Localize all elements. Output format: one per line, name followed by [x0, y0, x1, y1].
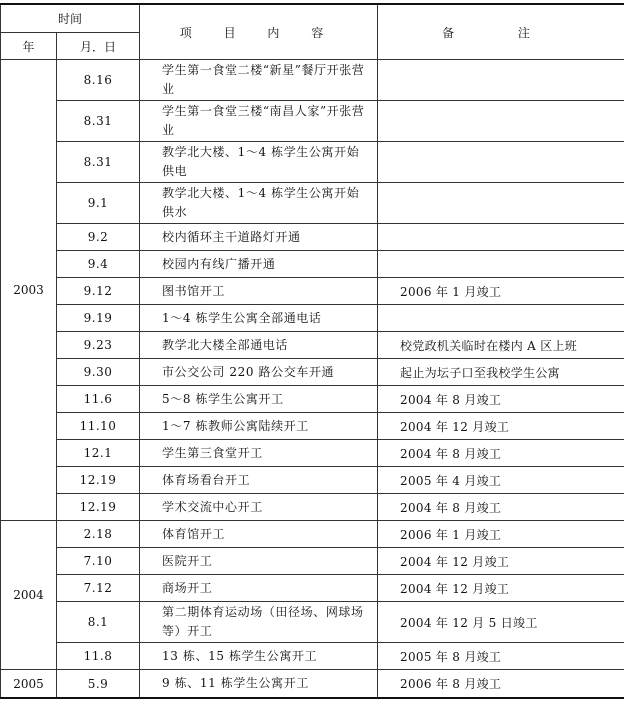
content-cell — [140, 548, 378, 575]
date-cell: 5.9 — [57, 670, 140, 699]
header-row-1 — [1, 4, 624, 33]
content-text: 学术交流中心开工 — [162, 499, 263, 514]
content-cell — [140, 467, 378, 494]
header-year: 年 — [1, 33, 57, 60]
date-cell: 9.1 — [57, 183, 140, 224]
content-text: 13 栋、15 栋学生公寓开工 — [162, 648, 318, 663]
date-cell: 12.1 — [57, 440, 140, 467]
table-row — [1, 467, 624, 494]
table-row — [1, 494, 624, 521]
date-cell: 9.19 — [57, 305, 140, 332]
content-text: 商场开工 — [162, 580, 213, 595]
table-row — [1, 575, 624, 602]
date-cell: 9.2 — [57, 224, 140, 251]
header-content: 项 目 内 容 — [140, 4, 378, 60]
note-cell — [378, 142, 624, 183]
note-cell — [378, 224, 624, 251]
content-cell — [140, 278, 378, 305]
content-cell — [140, 332, 378, 359]
content-text: 教学北大楼、1～4 栋学生公寓开始供电 — [162, 145, 360, 178]
date-cell: 9.23 — [57, 332, 140, 359]
table-row — [1, 60, 624, 101]
note-cell: 2004 年 8 月竣工 — [378, 386, 624, 413]
date-cell: 11.8 — [57, 643, 140, 670]
content-text: 教学北大楼全部通电话 — [162, 337, 289, 352]
note-cell — [378, 305, 624, 332]
table-row — [1, 332, 624, 359]
table-row — [1, 183, 624, 224]
note-cell — [378, 101, 624, 142]
note-cell — [378, 60, 624, 101]
content-cell — [140, 251, 378, 278]
content-cell — [140, 386, 378, 413]
table-row — [1, 386, 624, 413]
date-cell: 11.10 — [57, 413, 140, 440]
date-cell: 2.18 — [57, 521, 140, 548]
content-text: 9 栋、11 栋学生公寓开工 — [162, 676, 309, 690]
content-cell — [140, 521, 378, 548]
content-text: 5～8 栋学生公寓开工 — [162, 391, 284, 406]
content-text: 体育场看台开工 — [162, 472, 251, 487]
date-cell: 12.19 — [57, 494, 140, 521]
note-cell — [378, 251, 624, 278]
content-cell — [140, 359, 378, 386]
table-row — [1, 359, 624, 386]
content-text: 校内循环主干道路灯开通 — [162, 229, 301, 244]
date-cell: 8.31 — [57, 101, 140, 142]
table-row — [1, 101, 624, 142]
content-cell — [140, 305, 378, 332]
content-text: 图书馆开工 — [162, 283, 226, 298]
date-cell: 7.12 — [57, 575, 140, 602]
date-cell: 9.30 — [57, 359, 140, 386]
table-row — [1, 278, 624, 305]
note-cell: 起止为坛子口至我校学生公寓 — [378, 359, 624, 386]
content-cell — [140, 643, 378, 670]
note-cell: 2006 年 8 月竣工 — [378, 670, 624, 699]
content-cell — [140, 183, 378, 224]
note-cell: 2004 年 12 月竣工 — [378, 413, 624, 440]
date-cell: 8.16 — [57, 60, 140, 101]
content-cell — [140, 602, 378, 643]
content-text: 第二期体育运动场（田径场、网球场等）开工 — [162, 605, 364, 638]
content-text: 校园内有线广播开通 — [162, 256, 276, 271]
header-month-day: 月．日 — [57, 33, 140, 60]
content-cell — [140, 224, 378, 251]
note-cell: 2005 年 8 月竣工 — [378, 643, 624, 670]
note-cell: 2006 年 1 月竣工 — [378, 278, 624, 305]
content-cell — [140, 440, 378, 467]
table-row — [1, 643, 624, 670]
content-text: 学生第三食堂开工 — [162, 445, 263, 460]
date-cell: 8.1 — [57, 602, 140, 643]
content-text: 1～7 栋教师公寓陆续开工 — [162, 418, 309, 433]
content-cell — [140, 142, 378, 183]
content-text: 教学北大楼、1～4 栋学生公寓开始供水 — [162, 186, 360, 219]
header-time: 时间 — [1, 4, 140, 33]
date-cell: 12.19 — [57, 467, 140, 494]
date-cell: 11.6 — [57, 386, 140, 413]
table-row — [1, 142, 624, 183]
note-cell: 2005 年 4 月竣工 — [378, 467, 624, 494]
content-cell — [140, 60, 378, 101]
date-cell: 9.12 — [57, 278, 140, 305]
year-cell: 2004 — [1, 521, 57, 670]
note-cell: 校党政机关临时在楼内 A 区上班 — [378, 332, 624, 359]
table-row — [1, 305, 624, 332]
table-row — [1, 602, 624, 643]
date-cell: 7.10 — [57, 548, 140, 575]
header-note: 备 注 — [378, 4, 624, 60]
content-cell — [140, 494, 378, 521]
table-row — [1, 251, 624, 278]
content-cell — [140, 575, 378, 602]
date-cell: 9.4 — [57, 251, 140, 278]
table-row — [1, 224, 624, 251]
content-text: 体育馆开工 — [162, 526, 226, 541]
note-cell — [378, 183, 624, 224]
content-cell — [140, 101, 378, 142]
content-text: 市公交公司 220 路公交车开通 — [162, 364, 335, 379]
note-cell: 2004 年 12 月竣工 — [378, 575, 624, 602]
date-cell: 8.31 — [57, 142, 140, 183]
content-cell — [140, 670, 378, 699]
chronology-table — [0, 3, 624, 699]
content-text: 医院开工 — [162, 553, 213, 568]
content-text: 学生第一食堂三楼“南昌人家”开张营业 — [162, 104, 365, 137]
table-row — [1, 521, 624, 548]
year-cell: 2005 — [1, 670, 57, 699]
note-cell: 2004 年 8 月竣工 — [378, 494, 624, 521]
content-cell — [140, 413, 378, 440]
table-row — [1, 440, 624, 467]
year-cell: 2003 — [1, 60, 57, 521]
content-text: 1～4 栋学生公寓全部通电话 — [162, 310, 322, 325]
content-text: 学生第一食堂二楼“新星”餐厅开张营业 — [162, 63, 365, 96]
table-row — [1, 413, 624, 440]
note-cell: 2006 年 1 月竣工 — [378, 521, 624, 548]
table-row — [1, 548, 624, 575]
table-row — [1, 670, 624, 699]
note-cell: 2004 年 8 月竣工 — [378, 440, 624, 467]
note-cell: 2004 年 12 月竣工 — [378, 548, 624, 575]
note-cell: 2004 年 12 月 5 日竣工 — [378, 602, 624, 643]
